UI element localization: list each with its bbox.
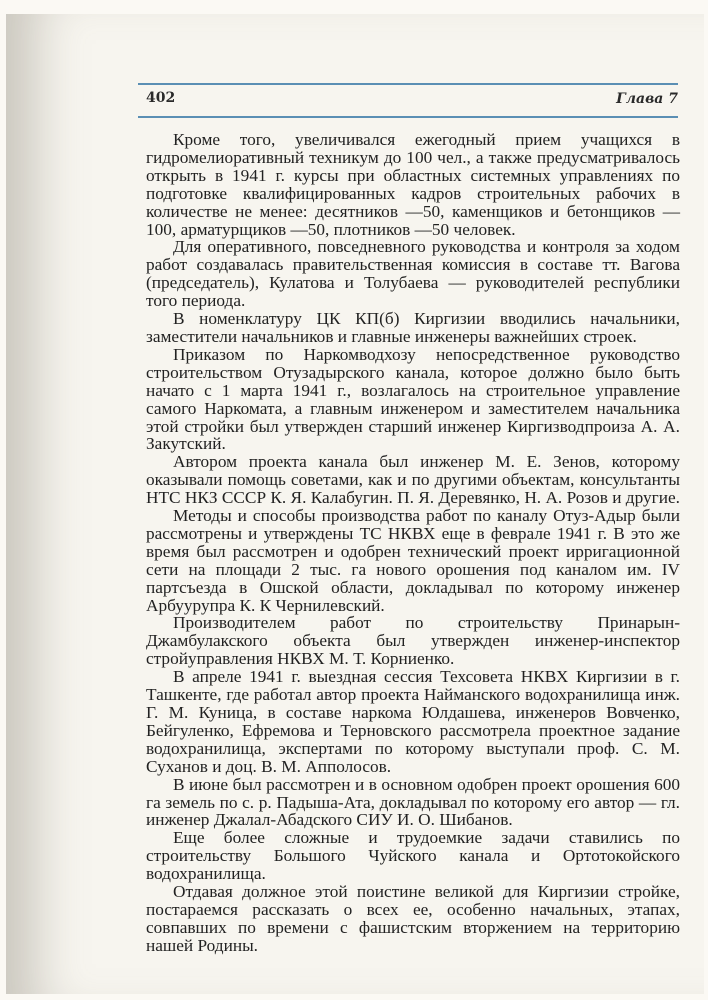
paragraph: В номенклатуру ЦК КП(б) Киргизии вводились начальники, заместители начальников и главные инженеры важнейших строек. bbox=[146, 309, 680, 346]
paragraph: Производителем работ по строительству Принарын-Джамбулакского объекта был утвержден инженер-инспектор стройуправления НКВХ М. Т. Корниенко. bbox=[146, 613, 680, 669]
paragraph: Еще более сложные и трудоемкие задачи ставились по строительству Большого Чуйского канала и Ортотокойского водохранилища. bbox=[146, 828, 680, 884]
header-rule-top bbox=[138, 83, 678, 85]
paragraph: Приказом по Наркомводхозу непосредственное руководство строительством Отузадырского канала, которое должно было быть начато с 1 марта 1941 г., возлагалось на строительное управление самого Наркомата, а главным инженером и заместителем начальника этой стройки был утвержден старший инженер Киргизводпроиза А. А. Закутский. bbox=[146, 344, 680, 454]
chapter-title: Глава 7 bbox=[616, 91, 678, 107]
paragraph: В июне был рассмотрен и в основном одобрен проект орошения 600 га земель по с. р. Падыша-Ата, докладывал по которому его автор — гл. инженер Джалал-Абадского СИУ И. О. Шибанов. bbox=[146, 774, 680, 830]
paragraph: Отдавая должное этой поистине великой для Киргизии стройке, постараемся рассказать о всех ее, особенно начальных, этапах, совпавших по времени с фашистским вторжением на территорию нашей Родины. bbox=[146, 882, 680, 955]
paragraph: В апреле 1941 г. выездная сессия Техсовета НКВХ Киргизии в г. Ташкенте, где работал автор проекта Найманского водохранилища инж. Г. М. Куница, в составе наркома Юлдашева, инженеров Вовченко, Бейгуленко, Ефремова и Терновского рассмотрела проектное задание водохранилища, экспертами по которому выступали проф. С. М. Суханов и доц. В. М. Апполосов. bbox=[146, 667, 680, 776]
paragraph: Для оперативного, повседневного руководства и контроля за ходом работ создавалась правительственная комиссия в составе тт. Вагова (председатель), Кулатова и Толубаева — руководителей республики того периода. bbox=[146, 237, 680, 311]
page-number: 402 bbox=[146, 90, 176, 106]
body-text bbox=[146, 131, 680, 955]
paragraph: Методы и способы производства работ по каналу Отуз-Адыр были рассмотрены и утверждены ТС НКВХ еще в феврале 1941 г. В это же время был рассмотрен и одобрен технический проект ирригационной сети на площади 2 тыс. га нового орошения под каналом им. IV партсъезда в Ошской области, докладывал по которому инженер Арбуурупра К. К Чернилевский. bbox=[146, 506, 680, 615]
paragraph: Автором проекта канала был инженер М. Е. Зенов, которому оказывали помощь советами, как и по другими объектам, консультанты НТС НКЗ СССР К. Я. Калабугин. П. Я. Деревянко, Н. А. Розов и другие. bbox=[146, 452, 680, 508]
header-rule-bottom bbox=[138, 116, 678, 118]
paragraph: Кроме того, увеличивался ежегодный прием учащихся в гидромелиоративный техникум до 100 чел., а также предусматривалось открыть в 1941 г. курсы при областных системных управлениях по подготовке квалифицированных кадров строительных рабочих в количестве не менее: десятников —50, каменщиков и бетонщиков — 100, арматурщиков —50, плотников —50 человек. bbox=[146, 130, 680, 239]
